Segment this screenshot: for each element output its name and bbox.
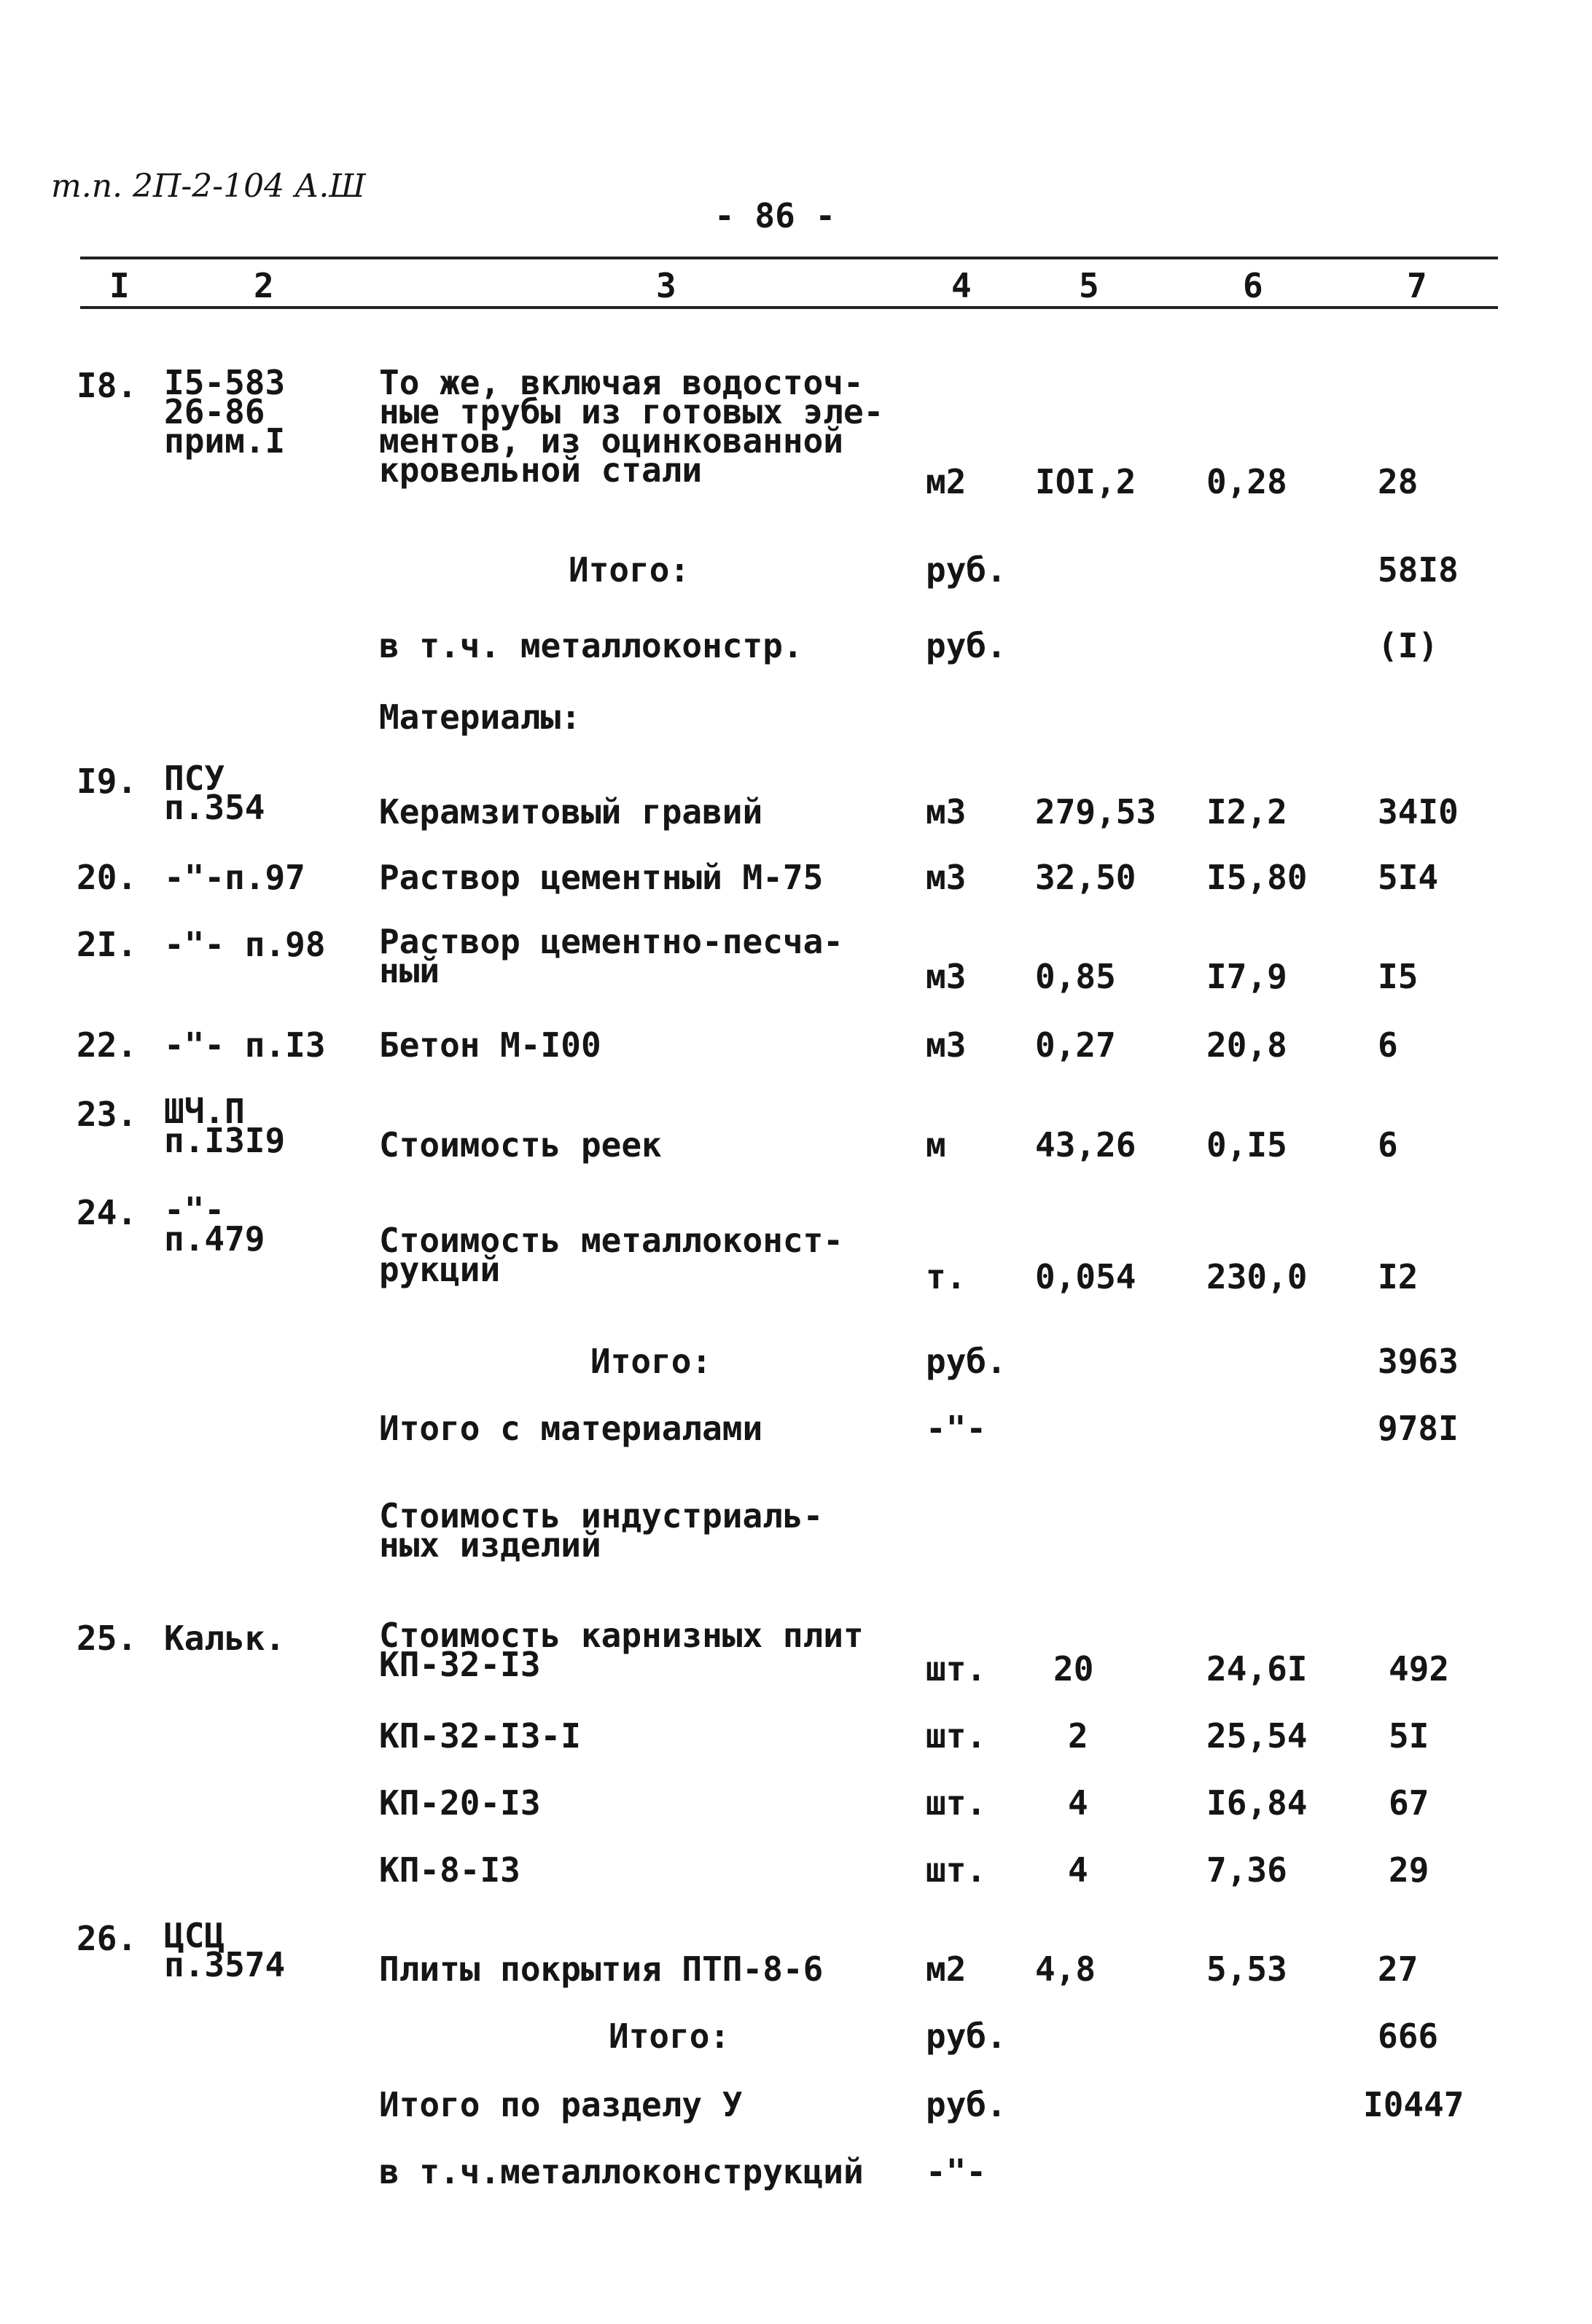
row-code: ПСУ п.354 xyxy=(164,759,265,827)
row-code: -"- п.479 xyxy=(164,1190,265,1259)
row-price: 25,54 xyxy=(1206,1716,1308,1756)
column-header-3: 3 xyxy=(656,266,676,305)
row-unit: т. xyxy=(926,1257,967,1296)
subtotal-value: 3963 xyxy=(1378,1342,1459,1381)
row-total: 5I4 xyxy=(1378,858,1439,897)
subtotal-value: 58I8 xyxy=(1378,550,1459,590)
row-quantity: 2 xyxy=(1068,1716,1088,1756)
column-header-5: 5 xyxy=(1079,266,1099,305)
row-total: I5 xyxy=(1378,957,1419,996)
column-header-1: I xyxy=(109,266,130,305)
row-unit: м2 xyxy=(926,462,967,501)
row-quantity: 0,27 xyxy=(1035,1025,1116,1065)
row-description: Раствор цементный М-75 xyxy=(379,858,824,897)
row-description: Бетон М-I00 xyxy=(379,1025,601,1065)
row-price: 24,6I xyxy=(1206,1649,1308,1689)
row-price: I5,80 xyxy=(1206,858,1308,897)
row-number: I9. xyxy=(77,762,138,801)
row-description: Плиты покрытия ПТП-8-6 xyxy=(379,1949,824,1989)
row-unit: м2 xyxy=(926,1949,967,1989)
row-unit: шт. xyxy=(926,1649,987,1689)
row-code: -"- п.98 xyxy=(164,925,326,964)
row-price: 0,28 xyxy=(1206,462,1287,501)
row-number: 25. xyxy=(77,1619,138,1658)
row-unit: м3 xyxy=(926,1025,967,1065)
row-quantity: 4 xyxy=(1068,1850,1088,1890)
row-price: I6,84 xyxy=(1206,1783,1308,1823)
row-number: 23. xyxy=(77,1095,138,1134)
row-unit: шт. xyxy=(926,1850,987,1890)
table-row xyxy=(0,1783,1592,1823)
row-total: 5I xyxy=(1389,1716,1429,1756)
row-description: Стоимость металлоконст- рукций xyxy=(379,1221,843,1289)
row-quantity: 43,26 xyxy=(1035,1125,1136,1165)
metal-structures-row xyxy=(0,626,1592,665)
row-total: 27 xyxy=(1378,1949,1419,1989)
row-description: То же, включая водосточ- ные трубы из готовых эле- ментов, из оцинкованной кровельной стали xyxy=(379,363,884,490)
row-code: I5-583 26-86 прим.I xyxy=(164,363,286,461)
table-row xyxy=(0,1716,1592,1756)
metal-structures-label: в т.ч.металлоконструкций xyxy=(379,2152,864,2191)
row-price: 0,I5 xyxy=(1206,1125,1287,1165)
header-bottom-rule xyxy=(80,306,1498,309)
row-unit: шт. xyxy=(926,1716,987,1756)
industrial-products-heading: Стоимость индустриаль- ных изделий xyxy=(379,1496,824,1565)
row-quantity: 0,054 xyxy=(1035,1257,1136,1296)
row-quantity: 4 xyxy=(1068,1783,1088,1823)
subtotal-value: 666 xyxy=(1378,2016,1439,2056)
row-total: 67 xyxy=(1389,1783,1429,1823)
column-header-row xyxy=(0,266,1592,305)
row-unit: м3 xyxy=(926,792,967,832)
row-price: 5,53 xyxy=(1206,1949,1287,1989)
row-total: 29 xyxy=(1389,1850,1429,1890)
table-row xyxy=(0,363,1592,501)
total-with-materials-value: 978I xyxy=(1378,1409,1459,1448)
table-row xyxy=(0,858,1592,897)
metal-structures-unit: руб. xyxy=(926,626,1007,665)
row-quantity: 0,85 xyxy=(1035,957,1116,996)
row-description: КП-32-I3-I xyxy=(379,1716,581,1756)
section-total-unit: руб. xyxy=(926,2085,1007,2124)
materials-heading: Материалы: xyxy=(379,697,581,737)
table-row xyxy=(0,922,1592,996)
row-code: -"- п.I3 xyxy=(164,1025,326,1065)
table-row xyxy=(0,1190,1592,1296)
total-with-materials-label: Итого с материалами xyxy=(379,1409,763,1448)
column-header-4: 4 xyxy=(951,266,972,305)
row-number: 26. xyxy=(77,1919,138,1958)
row-code: -"-п.97 xyxy=(164,858,305,897)
row-price: I7,9 xyxy=(1206,957,1287,996)
subtotal-label: Итого: xyxy=(609,2016,730,2056)
row-quantity: IOI,2 xyxy=(1035,462,1136,501)
column-header-6: 6 xyxy=(1243,266,1263,305)
row-unit: м3 xyxy=(926,957,967,996)
row-price: 230,0 xyxy=(1206,1257,1308,1296)
metal-structures-value: (I) xyxy=(1378,626,1439,665)
table-row xyxy=(0,1092,1592,1165)
row-price: 7,36 xyxy=(1206,1850,1287,1890)
subtotal-unit: руб. xyxy=(926,1342,1007,1381)
row-description: Стоимость карнизных плит КП-32-I3 xyxy=(379,1616,864,1684)
header-top-rule xyxy=(80,257,1498,259)
total-with-materials-unit: -"- xyxy=(926,1409,987,1448)
row-code: Кальк. xyxy=(164,1619,286,1658)
table-row xyxy=(0,1850,1592,1890)
subtotal-unit: руб. xyxy=(926,2016,1007,2056)
row-quantity: 279,53 xyxy=(1035,792,1157,832)
row-quantity: 32,50 xyxy=(1035,858,1136,897)
page-number: - 86 - xyxy=(714,196,836,235)
row-number: 22. xyxy=(77,1025,138,1065)
row-description: КП-20-I3 xyxy=(379,1783,541,1823)
subtotal-row xyxy=(0,1342,1592,1381)
metal-structures-label: в т.ч. металлоконстр. xyxy=(379,626,803,665)
subtotal-label: Итого: xyxy=(590,1342,712,1381)
section-total-label: Итого по разделу У xyxy=(379,2085,743,2124)
row-total: 492 xyxy=(1389,1649,1450,1689)
row-code: ШЧ.П п.I3I9 xyxy=(164,1092,286,1160)
row-total: 28 xyxy=(1378,462,1419,501)
row-unit: шт. xyxy=(926,1783,987,1823)
row-code: ЦСЦ п.3574 xyxy=(164,1916,286,1984)
subtotal-row xyxy=(0,550,1592,590)
row-total: 6 xyxy=(1378,1025,1398,1065)
column-header-7: 7 xyxy=(1407,266,1427,305)
row-number: 2I. xyxy=(77,925,138,964)
total-with-materials-row xyxy=(0,1409,1592,1448)
subtotal-label: Итого: xyxy=(569,550,690,590)
row-price: 20,8 xyxy=(1206,1025,1287,1065)
row-number: 20. xyxy=(77,858,138,897)
row-total: 6 xyxy=(1378,1125,1398,1165)
row-description: Раствор цементно-песча- ный xyxy=(379,922,843,990)
table-row xyxy=(0,1916,1592,1989)
row-unit: м3 xyxy=(926,858,967,897)
row-unit: м xyxy=(926,1125,946,1165)
industrial-products-heading-row xyxy=(0,1496,1592,1565)
subtotal-unit: руб. xyxy=(926,550,1007,590)
metal-structures-unit: -"- xyxy=(926,2152,987,2191)
row-quantity: 20 xyxy=(1053,1649,1094,1689)
column-header-2: 2 xyxy=(254,266,274,305)
section-total-value: I0447 xyxy=(1363,2085,1464,2124)
row-price: I2,2 xyxy=(1206,792,1287,832)
row-number: I8. xyxy=(77,366,138,405)
document-reference: т.п. 2П-2-104 А.Ш xyxy=(51,168,366,205)
row-number: 24. xyxy=(77,1193,138,1232)
metal-structures-row xyxy=(0,2152,1592,2191)
section-total-row xyxy=(0,2085,1592,2124)
row-description: КП-8-I3 xyxy=(379,1850,520,1890)
row-total: 34I0 xyxy=(1378,792,1459,832)
row-total: I2 xyxy=(1378,1257,1419,1296)
row-quantity: 4,8 xyxy=(1035,1949,1096,1989)
row-description: Керамзитовый гравий xyxy=(379,792,763,832)
row-description: Стоимость реек xyxy=(379,1125,662,1165)
